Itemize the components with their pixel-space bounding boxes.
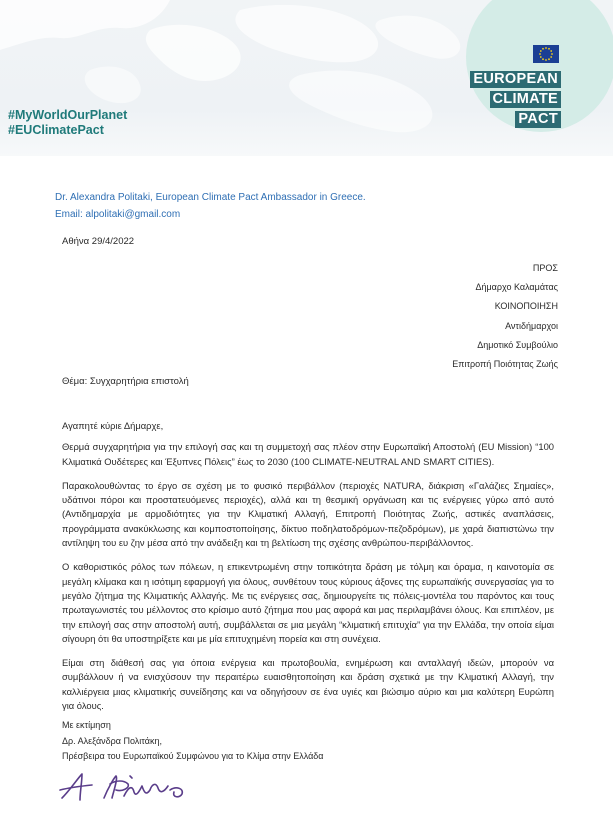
letterhead-header: [0, 0, 613, 156]
body-paragraph: Παρακολουθώντας το έργο σε σχέση με το φυσικό περιβάλλον (περιοχές NATURA, διάκριση «Γαλάζιες Σημαίες», υδάτινοι πόροι και προστατευόμενες περιοχές), αλλά και τη θεσμική οργάνωση και τις ενέργειες γύρω από αυτό (Αντιδημαρχία με αρμοδιότητες για την Κλιματική Αλλαγή, Επιτροπή Ποιότητας Ζωής, αστικές αναπλάσεις, προγράμματα ανακύκλωσης και κομποστοποίησης, δίκτυο ποδηλατοδρόμων-πεζοδρόμων), με χαρά διαπιστώνω την αντίληψη του ευ ζην μέσα από την ανάδειξη και τη βελτίωση της σχέσης ανθρώπου-περιβάλλοντος.: [62, 479, 554, 549]
handwritten-signature-icon: [58, 768, 198, 813]
eu-flag-icon: [533, 45, 559, 63]
logo-line: EUROPEAN: [470, 71, 561, 88]
cc-recipient: Επιτροπή Ποιότητας Ζωής: [452, 359, 558, 370]
letter-body: [62, 419, 554, 723]
author-info: [55, 189, 366, 223]
author-name: Dr. Alexandra Politaki, European Climate Pact Ambassador in Greece.: [55, 192, 366, 203]
body-paragraph: Ο καθοριστικός ρόλος των πόλεων, η επικεντρωμένη στην τοπικότητα δράση με τόλμη και όραμα, η καινοτομία σε μεγάλη κλίμακα και η ισότιμη εφαρμογή για όλους, συνθέτουν τους κύριους άξονες της ευρωπαϊκής συνεργασίας για το μεγάλο ζήτημα της Κλιματικής Αλλαγής. Με τις ενέργειες σας, δημιουργείτε τις πόλεις-μοντέλα του παρόντος και τους πρωταγωνιστές του μέλλοντος στο κρίσιμο αυτό ζήτημα που μας αφορά και μας περιλαμβάνει όλους. Και επιπλέον, με την επιλογή σας στην αποστολή αυτή, συμβάλλεται σε μια μεγάλη “κλιματική επιτυχία” για την Ελλάδα, την οποία είμαι σίγουρη ότι θα υποστηρίξετε και με μία επιτυχημένη πορεία και στη συνέχεια.: [62, 561, 554, 644]
recipient-mayor: Δήμαρχο Καλαμάτας: [475, 282, 558, 293]
salutation: Αγαπητέ κύριε Δήμαρχε,: [62, 420, 164, 431]
cc-recipient: Δημοτικό Συμβούλιο: [477, 339, 558, 350]
letter-subject: Θέμα: Συγχαρητήρια επιστολή: [62, 376, 189, 387]
letter-closing: [62, 718, 324, 765]
european-climate-pact-logo: [470, 70, 561, 130]
author-email: Email: alpolitaki@gmail.com: [55, 209, 181, 220]
closing-regards: Με εκτίμηση: [62, 720, 111, 730]
logo-line: PACT: [515, 111, 561, 128]
logo-line: CLIMATE: [490, 91, 561, 108]
hashtags: [8, 108, 127, 138]
to-label: ΠΡΟΣ: [532, 263, 558, 273]
recipients-block: [452, 259, 558, 374]
closing-name: Δρ. Αλεξάνδρα Πολιτάκη,: [62, 735, 162, 746]
hashtag-euclimatepact: #EUClimatePact: [8, 123, 104, 137]
body-paragraph: Είμαι στη διάθεσή σας για όποια ενέργεια και πρωτοβουλία, ενημέρωση και ανταλλαγή ιδεών, μπορούν να συμβάλλουν ή να ενισχύσουν την περαιτέρω ευαισθητοποίηση και δράση σχετικά με την Κλιματική Αλλαγή, την καλλιέργεια μιας κλιματικής συνείδησης και να οδηγήσουν σε ένα υγιές και βιώσιμο αύριο και μια καλύτερη Ευρώπη για όλους.: [62, 657, 554, 712]
letter-date: Αθήνα 29/4/2022: [62, 236, 135, 247]
cc-recipient: Αντιδήμαρχοι: [505, 320, 558, 331]
cc-label: ΚΟΙΝΟΠΟΙΗΣΗ: [494, 301, 558, 312]
hashtag-myworldourplanet: #MyWorldOurPlanet: [8, 108, 128, 122]
body-paragraph: Θερμά συγχαρητήρια για την επιλογή σας και τη συμμετοχή σας πλέον στην Ευρωπαϊκή Αποστολή (EU Mission) “100 Κλιματικά Ουδέτερες και Έξυπνες Πόλεις” έως το 2030 (100 CLIMATE-NEUTRAL AND SMART CITIES).: [62, 441, 554, 467]
closing-title: Πρέσβειρα του Ευρωπαϊκού Συμφώνου για το Κλίμα στην Ελλάδα: [62, 751, 324, 761]
